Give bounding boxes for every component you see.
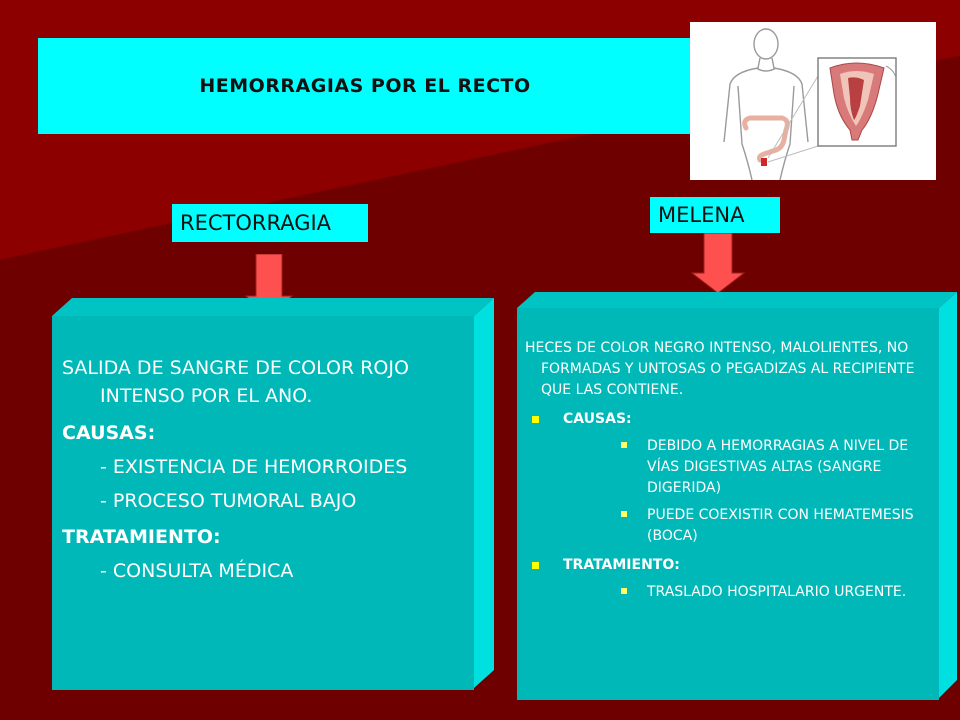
melena-causes-heading: CAUSAS: [563,411,632,427]
rectorragia-treatment-heading: TRATAMIENTO: [62,526,221,548]
anatomy-illustration [690,22,936,180]
melena-treatment-row [525,582,935,603]
rectorragia-description: SALIDA DE SANGRE DE COLOR ROJO INTENSO POR EL ANO. [62,357,409,407]
rectorragia-cause-item: - PROCESO TUMORAL BAJO [100,490,357,512]
melena-cause-item: DEBIDO A HEMORRAGIAS A NIVEL DE VÍAS DIGESTIVAS ALTAS (SANGRE DIGERIDA) [647,438,909,496]
melena-content [525,338,935,603]
rectorragia-content [62,354,482,584]
rectorragia-cause-item: - EXISTENCIA DE HEMORROIDES [100,456,408,478]
melena-treatment-item: TRASLADO HOSPITALARIO URGENTE. [647,584,907,600]
melena-description: HECES DE COLOR NEGRO INTENSO, MALOLIENTES, NO FORMADAS Y UNTOSAS O PEGADIZAS AL RECIPIENTE QUE LAS CONTIENE. [525,340,915,398]
square-bullet-icon [621,588,627,594]
melena-cause-row [525,436,935,499]
rectorragia-causes-heading: CAUSAS: [62,422,156,444]
rectorragia-treatment-item: - CONSULTA MÉDICA [100,560,294,582]
title-banner [38,38,698,134]
rectorragia-label: RECTORRAGIA [172,204,368,242]
square-bullet-icon [532,562,539,569]
square-bullet-icon [621,511,627,517]
melena-label: MELENA [650,197,780,233]
page-title: HEMORRAGIAS POR EL RECTO [199,75,531,97]
melena-treatment-heading: TRATAMIENTO: [563,557,680,573]
square-bullet-icon [532,416,539,423]
melena-cause-row [525,505,935,547]
square-bullet-icon [621,442,627,448]
melena-cause-item: PUEDE COEXISTIR CON HEMATEMESIS (BOCA) [647,507,914,544]
melena-treatment-row [525,555,935,576]
arrow-down-right-icon [690,233,746,295]
melena-causes-row [525,409,935,430]
anatomy-icon [690,22,936,180]
